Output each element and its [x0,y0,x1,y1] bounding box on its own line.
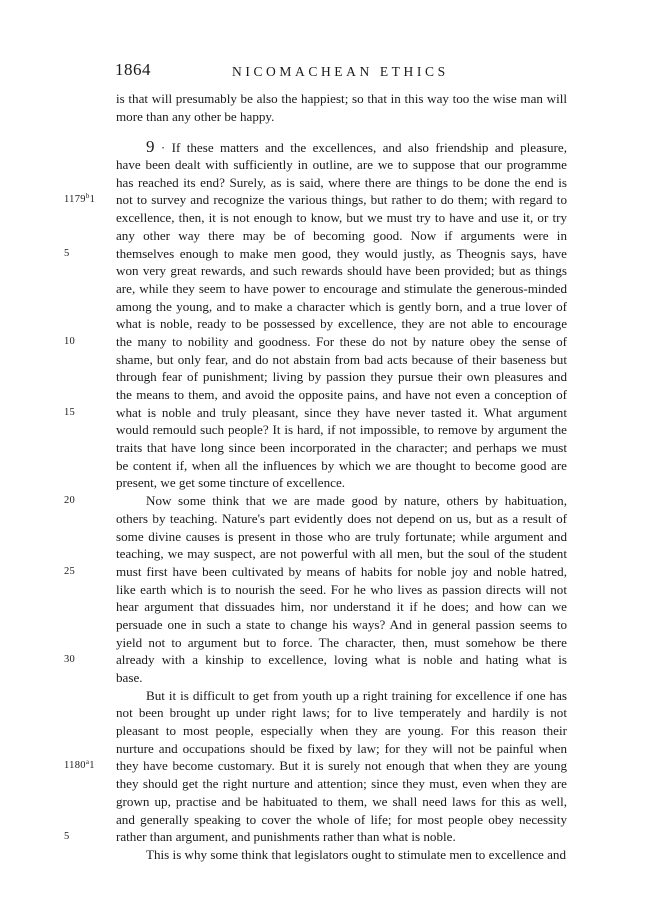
line-text: nurture and occupations should be fixed by law; for they will not be painful when [116,740,567,756]
text-line [116,457,567,475]
text-line [116,298,567,316]
line-text: the means to them, and avoid the opposite pains, and have not even a conception of [116,387,567,402]
text-line [64,245,567,263]
text-line [116,687,567,705]
text-line [116,315,567,333]
text-line [116,138,567,156]
text-line [116,227,567,245]
text-line [116,545,567,563]
text-line [64,191,567,209]
section-separator: · [160,140,166,156]
text-body [64,90,567,864]
line-text: have been dealt with sufficiently in outline, are we to suppose that our programme [116,157,567,173]
text-line [64,828,567,846]
line-text: not been brought up under right laws; for to live temperately and hardily is not [116,705,567,721]
text-line [116,90,567,108]
line-text: must first have been cultivated by means of habits for noble joy and noble hatred, [116,563,567,579]
running-title: NICOMACHEAN ETHICS [232,64,449,79]
text-line [64,757,567,775]
text-line [116,669,567,687]
line-text: has reached its end? Surely, as is said, where there are things to be done the end is [116,174,567,190]
text-line [116,811,567,829]
page-number: 1864 [115,60,151,79]
line-text: not to survey and recognize the various things, but rather to do them; with regard to [116,192,567,208]
line-text: If these matters and the excellences, and also friendship and pleasure, [165,140,567,156]
line-text: This is why some think that legislators ought to stimulate men to excellence and [146,846,567,862]
line-text: traits that have long since been incorporated in the character; and perhaps we must [116,440,567,456]
text-line [116,209,567,227]
line-text: among the young, and to make a character which is gently born, and a true lover of [116,298,567,314]
line-number: 25 [64,565,76,577]
section-body [64,137,567,863]
text-line [64,404,567,422]
line-text: base. [116,670,143,685]
text-line [116,616,567,634]
line-number: 5 [64,831,70,843]
text-line [116,439,567,457]
text-line [116,722,567,740]
line-text: already with a kinship to excellence, loving what is noble and hating what is [116,652,567,668]
text-line [64,333,567,351]
line-text: some divine causes is present in those who are truly fortunate; while argument and [116,528,567,544]
line-text: the many to nobility and goodness. For these do not by nature obey the sense of [116,333,567,349]
line-number: 5 [64,247,70,259]
bekker-reference: 1180$^a$1 [64,758,95,772]
bekker-reference: 1179$^b$1 [64,192,96,206]
line-text: pleasant to most people, especially when they are young. For this reason their [116,723,567,739]
text-line [116,474,567,492]
text-line [116,108,567,126]
line-text: they should get the right nurture and attention; since they must, even when they are [116,776,567,792]
line-text: grown up, practise and be habituated to them, we shall need laws for this as well, [116,793,567,809]
text-line [116,740,567,758]
text-line [116,598,567,616]
section-number: 9 [146,137,155,157]
line-text: what is noble and truly pleasant, since they have never tasted it. What argument [116,404,567,420]
text-line [116,174,567,192]
text-line [116,280,567,298]
line-text: any other way there may be of becoming good. Now if arguments were in [116,227,567,243]
line-number: 15 [64,406,76,418]
line-text: they have become customary. But it is surely not enough that when they are young [116,758,567,774]
line-text: and generally speaking to cover the whole of life; for most people obey necessity [116,811,567,827]
text-line [116,156,567,174]
text-line [116,510,567,528]
line-text: are, while they seem to have power to encourage and stimulate the generous-minded [116,280,567,296]
line-number: 20 [64,495,76,507]
text-line [116,386,567,404]
text-line [116,704,567,722]
text-line [116,262,567,280]
line-text: like earth which is to nourish the seed. For he who lives as passion directs will not [116,581,567,597]
line-text: teaching, we may suspect, are not powerful with all men, but the soul of the student [116,546,567,562]
line-number: 30 [64,654,76,666]
line-text: yield not to argument but to force. The character, then, must somehow be there [116,634,567,650]
text-line [116,793,567,811]
text-line [116,351,567,369]
line-text: But it is difficult to get from youth up a right training for excellence if one has [146,687,567,703]
text-line [116,528,567,546]
line-text: would remould such people? It is hard, if not impossible, to remove by argument the [116,422,567,438]
line-text: others by teaching. Nature's part evidently does not depend on us, but as a result of [116,510,567,526]
line-text: what is noble, ready to be possessed by excellence, they are not able to encourage [116,316,567,332]
line-text: be content if, when all the influences by which we are thought to become good are [116,457,567,473]
line-text: through fear of punishment; living by passion they pursue their own pleasures and [116,369,567,385]
text-line [116,581,567,599]
text-line [116,634,567,652]
line-number: 10 [64,335,76,347]
text-line [64,492,567,510]
line-text: Now some think that we are made good by nature, others by habituation, [146,493,567,509]
line-text: won very great rewards, and such rewards should have been provided; but as things [116,263,567,279]
line-text: themselves enough to make men good, they would justly, as Theognis says, have [116,245,567,261]
text-line [116,368,567,386]
text-line [64,563,567,581]
line-text: hear argument that dissuades him, nor understand it if he does; and how can we [116,599,567,615]
line-text: excellence, then, it is not enough to know, but we must try to have and use it, or try [116,210,567,226]
line-text: persuade one in such a state to change his ways? And in general passion seems to [116,616,567,632]
line-text: rather than argument, and punishments rather than what is noble. [116,829,456,845]
line-text: more than any other be happy. [116,108,275,124]
text-line [116,775,567,793]
line-text: shame, but only fear, and do not abstain from bad acts because of their baseness but [116,351,567,367]
text-line [116,421,567,439]
paragraph-gap [116,125,567,138]
line-text: is that will presumably be also the happiest; so that in this way too the wise man will [116,91,567,106]
line-text: present, we get some tincture of excellence. [116,475,346,491]
text-line [64,651,567,669]
text-line [116,846,567,864]
